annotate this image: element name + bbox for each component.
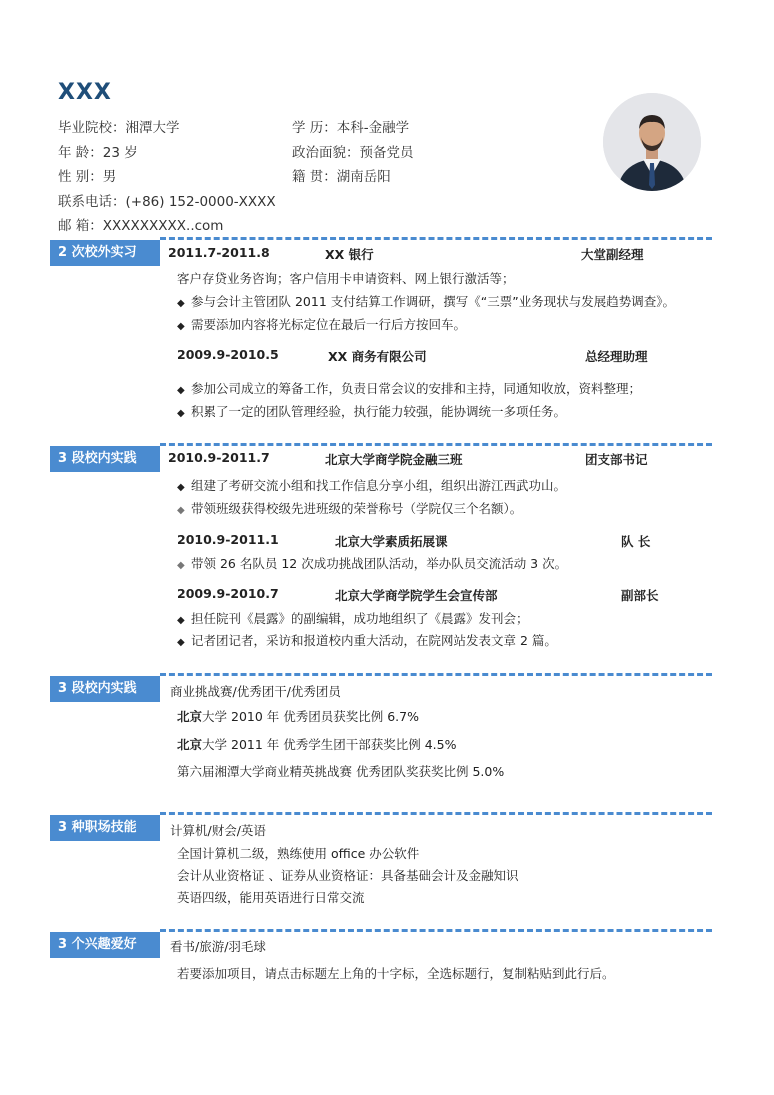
- entry-role: 总经理助理: [585, 349, 648, 364]
- section-divider: [160, 929, 712, 932]
- list-item: 北京大学 2010 年 优秀团员获奖比例 6.7%: [177, 709, 419, 724]
- section-title: 3 个兴趣爱好: [50, 932, 160, 958]
- section-skills: [50, 815, 712, 915]
- diamond-bullet-icon: ◆: [177, 560, 185, 571]
- diamond-bullet-icon: ◆: [177, 408, 185, 419]
- diamond-bullet-icon: ◆: [177, 615, 185, 626]
- hint-text: 若要添加项目，请点击标题左上角的十字标，全选标题行，复制粘贴到此行后。: [177, 966, 615, 981]
- diamond-bullet-icon: ◆: [177, 298, 185, 309]
- list-item: ◆ 参与会计主管团队 2011 支付结算工作调研，撰写《“三票”业务现状与发展趋势调查》。: [177, 294, 675, 309]
- entry-role: 大堂副经理: [581, 247, 644, 262]
- list-item: ◆ 参加公司成立的筹备工作，负责日常会议的安排和主持，同通知收放，资料整理；: [177, 381, 642, 396]
- entry-summary: 客户存贷业务咨询；客户信用卡申请资料、网上银行激活等；: [177, 271, 515, 286]
- entry-org: 北京大学素质拓展课: [335, 534, 448, 549]
- profile-photo: [603, 93, 701, 191]
- section-subtitle: 计算机/财会/英语: [170, 823, 266, 838]
- diamond-bullet-icon: ◆: [177, 505, 185, 516]
- entry-date: 2009.9-2010.5: [177, 347, 279, 362]
- section-internship: [50, 240, 712, 440]
- list-item: ◆ 需要添加内容将光标定位在最后一行后方按回车。: [177, 317, 467, 332]
- section-title: 2 次校外实习: [50, 240, 160, 266]
- list-item: ◆ 积累了一定的团队管理经验，执行能力较强，能协调统一多项任务。: [177, 404, 567, 419]
- section-divider: [160, 443, 712, 446]
- list-item: ◆ 记者团记者，采访和报道校内重大活动，在院网站发表文章 2 篇。: [177, 633, 557, 648]
- info-political: 政治面貌：预备党员: [292, 145, 414, 161]
- info-degree: 学 历：本科-金融学: [292, 120, 410, 136]
- list-item: 第六届湘潭大学商业精英挑战赛 优秀团队奖获奖比例 5.0%: [177, 764, 505, 779]
- section-campus-practice: [50, 446, 712, 666]
- entry-date: 2010.9-2011.7: [168, 450, 270, 465]
- section-divider: [160, 237, 712, 240]
- section-awards: [50, 676, 712, 806]
- section-divider: [160, 812, 712, 815]
- info-gender: 性 别：男: [58, 169, 117, 185]
- entry-org: XX 商务有限公司: [328, 349, 427, 364]
- info-email: 邮 箱：XXXXXXXXX..com: [58, 218, 224, 234]
- info-hometown: 籍 贯：湖南岳阳: [292, 169, 391, 185]
- diamond-bullet-icon: ◆: [177, 637, 185, 648]
- section-title: 3 段校内实践: [50, 446, 160, 472]
- list-item: 英语四级，能用英语进行日常交流: [177, 890, 365, 905]
- list-item: 会计从业资格证 、证券从业资格证：具备基础会计及金融知识: [177, 868, 519, 883]
- entry-role: 团支部书记: [585, 452, 648, 467]
- list-item: ◆ 组建了考研交流小组和找工作信息分享小组，组织出游江西武功山。: [177, 478, 567, 493]
- section-title: 3 种职场技能: [50, 815, 160, 841]
- info-school: 毕业院校：湘潭大学: [58, 120, 180, 136]
- entry-role: 副部长: [621, 588, 659, 603]
- person-silhouette-icon: [603, 93, 701, 191]
- entry-date: 2009.9-2010.7: [177, 586, 279, 601]
- entry-date: 2010.9-2011.1: [177, 532, 279, 547]
- section-subtitle: 商业挑战赛/优秀团干/优秀团员: [170, 684, 341, 699]
- section-divider: [160, 673, 712, 676]
- info-age: 年 龄：23 岁: [58, 145, 138, 161]
- diamond-bullet-icon: ◆: [177, 385, 185, 396]
- entry-role: 队 长: [621, 534, 651, 549]
- entry-org: 北京大学商学院金融三班: [325, 452, 463, 467]
- entry-org: 北京大学商学院学生会宣传部: [335, 588, 498, 603]
- list-item: ◆ 担任院刊《晨露》的副编辑，成功地组织了《晨露》发刊会；: [177, 611, 529, 626]
- section-title: 3 段校内实践: [50, 676, 160, 702]
- info-phone: 联系电话：(+86) 152-0000-XXXX: [58, 194, 276, 210]
- section-hobbies: [50, 932, 712, 992]
- list-item: 北京大学 2011 年 优秀学生团干部获奖比例 4.5%: [177, 737, 457, 752]
- diamond-bullet-icon: ◆: [177, 482, 185, 493]
- diamond-bullet-icon: ◆: [177, 321, 185, 332]
- section-subtitle: 看书/旅游/羽毛球: [170, 939, 266, 954]
- list-item: ◆ 带领班级获得校级先进班级的荣誉称号（学院仅三个名额）。: [177, 501, 523, 516]
- list-item: 全国计算机二级，熟练使用 office 办公软件: [177, 846, 420, 861]
- list-item: ◆ 带领 26 名队员 12 次成功挑战团队活动，举办队员交流活动 3 次。: [177, 556, 568, 571]
- entry-date: 2011.7-2011.8: [168, 245, 270, 260]
- entry-org: XX 银行: [325, 247, 374, 262]
- resume-name: XXX: [58, 80, 112, 105]
